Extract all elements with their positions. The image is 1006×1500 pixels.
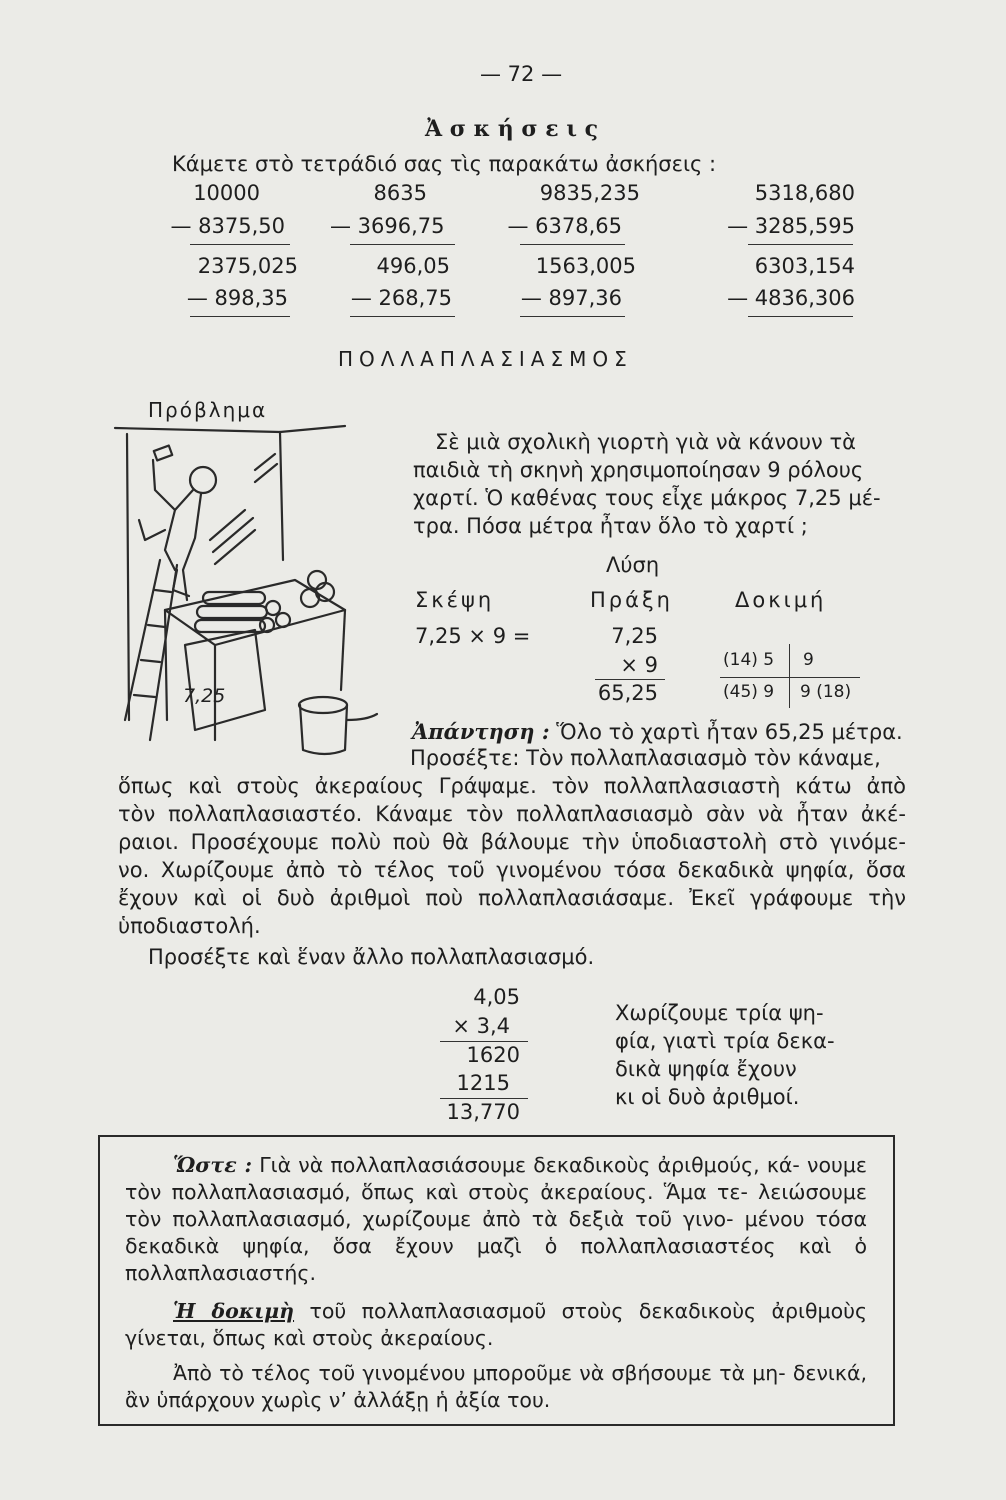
exercise-subtrahend: — 898,35 — [186, 286, 288, 310]
rule-paragraph-2: Ἡ δοκιμὴ τοῦ πολλαπλασιασμοῦ στοὺς δεκαδικοὺς ἀριθμοὺς γίνεται, ὅπως καὶ στοὺς ἀκεραίους. — [125, 1299, 868, 1350]
exercise-minuend: 496,05 — [376, 254, 450, 278]
example2-note-line: φία, γιατὶ τρία δεκα- — [615, 1029, 835, 1053]
problem-line: τρα. Πόσα μέτρα ἦταν ὅλο τὸ χαρτί ; — [413, 514, 808, 538]
exercise-minuend: 1563,005 — [535, 254, 636, 278]
exercise-subtrahend: — 3696,75 — [330, 214, 445, 238]
section-title: ΠΟΛΛΑΠΛΑΣΙΑΣΜΟΣ — [338, 347, 633, 371]
example2-top: 4,05 — [473, 985, 520, 1009]
problem-line: παιδιὰ τὴ σκηνὴ χρησιμοποίησαν 9 ρόλους — [413, 458, 864, 482]
thought-label: Σκέψη — [415, 588, 495, 612]
rule-paragraph-1: Ὥστε : Γιὰ νὰ πολλαπλασιάσουμε δεκαδικοὺς ἀριθμούς, κά- νουμε τὸν πολλαπλασιασμό, ὅπως καὶ στοὺς ἀκεραίους. Ἅμα τε- λειώσουμε τὸν πολλαπλασιασμό, χωρίζουμε ἀπὸ τὰ δεξιὰ τοῦ γινο- μένου τόσα δεκαδικὰ ψηφία, ὅσα ἔχουν μαζὶ ὁ πολλαπλασιαστέος καὶ ὁ πολλαπλασιαστής. — [125, 1153, 867, 1285]
explanation-line: ἔχουν καὶ οἱ δυὸ ἀριθμοὶ ποὺ πολλαπλασιάσαμε. Ἐκεῖ γράφουμε τὴν — [118, 886, 906, 910]
exercises-instruction: Κάμετε στὸ τετράδιό σας τὶς παρακάτω ἀσκήσεις : — [172, 152, 717, 176]
exercise-minuend: 5318,680 — [754, 181, 855, 205]
explanation-line: τὸν πολλαπλασιαστέο. Κάναμε τὸν πολλαπλασιασμὸ σὰν νὰ ἦταν ἀκέ- — [118, 802, 906, 826]
thought-expression: 7,25 × 9 = — [415, 624, 531, 648]
example2-note-line: δικὰ ψηφία ἔχουν — [615, 1057, 797, 1081]
illustration — [105, 420, 405, 760]
action-label: Πράξη — [590, 588, 673, 612]
answer-text: Ὅλο τὸ χαρτὶ ἦταν 65,25 μέτρα. — [556, 720, 903, 744]
check-top-right: 9 — [803, 650, 814, 670]
explanation-line: ὅπως καὶ στοὺς ἀκεραίους Γράψαμε. τὸν πολλαπλασιαστὴ κάτω ἀπὸ — [118, 774, 906, 798]
check-bottom-right: 9 (18) — [800, 682, 852, 702]
problem-line: χαρτί. Ὁ καθένας τους εἶχε μάκρος 7,25 μέ- — [413, 486, 881, 510]
solution-title: Λύση — [606, 553, 660, 577]
problem-label: Πρόβλημα — [148, 398, 268, 422]
mult-by: × 9 — [620, 653, 658, 677]
another-example-intro: Προσέξτε καὶ ἕναν ἄλλο πολλαπλασιασμό. — [148, 945, 595, 969]
example2-partial-2: 1215 — [456, 1071, 510, 1095]
rule-label: Ὥστε : — [173, 1153, 253, 1177]
explanation-line: ὑποδιαστολή. — [118, 914, 261, 938]
test-label: Ἡ δοκιμὴ — [173, 1299, 295, 1323]
exercise-subtrahend: — 6378,65 — [507, 214, 622, 238]
explanation-line: ραιοι. Προσέχουμε πολὺ ποὺ θὰ βάλουμε τὴν ὑποδιαστολὴ στὸ γινόμε- — [118, 830, 906, 854]
answer-label: Ἀπάντηση : — [412, 719, 550, 744]
explanation-line: Προσέξτε: Τὸν πολλαπλασιασμὸ τὸν κάναμε, — [410, 746, 881, 770]
example2-partial-1: 1620 — [466, 1043, 520, 1067]
exercise-subtrahend: — 897,36 — [520, 286, 622, 310]
check-label: Δοκιμή — [735, 588, 827, 612]
exercise-subtrahend: — 3285,595 — [727, 214, 855, 238]
exercise-minuend: 2375,025 — [197, 254, 298, 278]
mult-result: 65,25 — [597, 681, 658, 705]
page-number: — 72 — — [480, 62, 563, 86]
example2-by: × 3,4 — [452, 1014, 510, 1038]
problem-line: Σὲ μιὰ σχολικὴ γιορτὴ γιὰ νὰ κάνουν τὰ — [435, 430, 856, 454]
exercise-minuend: 8635 — [373, 181, 427, 205]
exercise-minuend: 10000 — [193, 181, 260, 205]
example2-result: 13,770 — [446, 1100, 520, 1124]
exercise-subtrahend: — 4836,306 — [727, 286, 855, 310]
explanation-line: νο. Χωρίζουμε ἀπὸ τὸ τέλος τοῦ γινομένου τόσα δεκαδικὰ ψηφία, ὅσα — [118, 858, 906, 882]
check-bottom-left: (45) 9 — [723, 682, 775, 702]
exercises-title: Ἀ σ κ ή σ ε ι ς — [425, 116, 599, 142]
answer-line — [412, 719, 903, 744]
exercise-minuend: 6303,154 — [754, 254, 855, 278]
mult-top: 7,25 — [611, 624, 658, 648]
example2-note-line: κι οἱ δυὸ ἀριθμοί. — [615, 1085, 800, 1109]
exercise-subtrahend: — 268,75 — [350, 286, 452, 310]
exercise-minuend: 9835,235 — [539, 181, 640, 205]
rule-paragraph-3: Ἀπὸ τὸ τέλος τοῦ γινομένου μποροῦμε νὰ σβήσουμε τὰ μη- δενικά, ἂν ὑπάρχουν χωρὶς ν’ ἀλλάξῃ ἡ ἀξία του. — [125, 1361, 867, 1412]
example2-note-line: Χωρίζουμε τρία ψη- — [615, 1001, 824, 1025]
figure-label: 7,25 — [183, 685, 226, 707]
exercise-subtrahend: — 8375,50 — [170, 214, 285, 238]
check-top-left: (14) 5 — [723, 650, 775, 670]
